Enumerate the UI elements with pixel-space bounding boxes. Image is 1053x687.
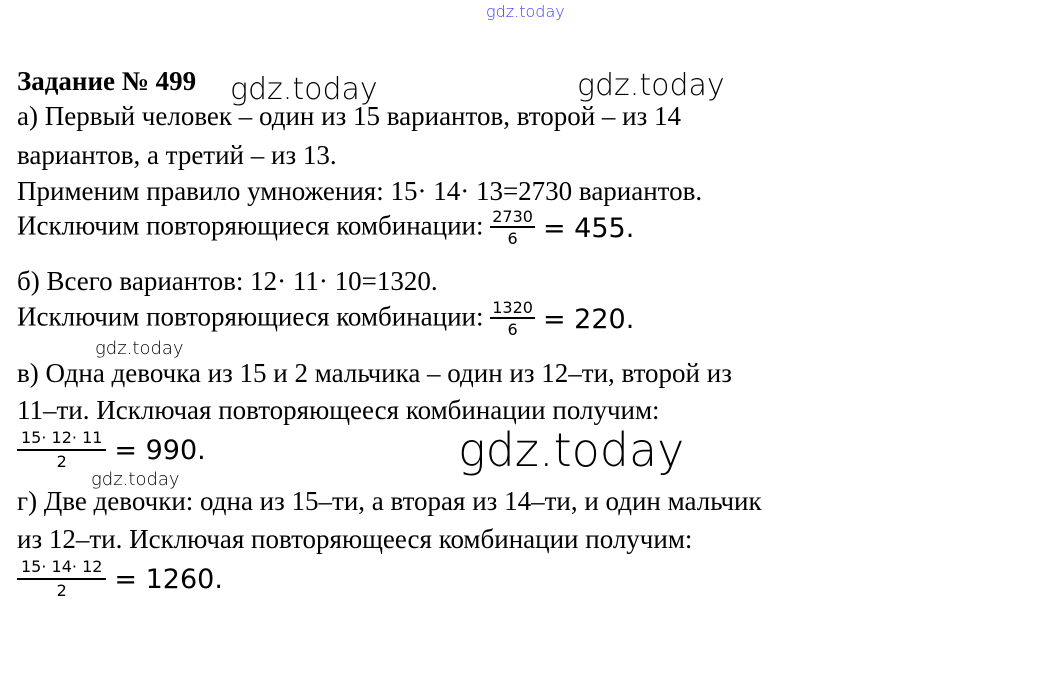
fraction-result: = 1260.: [114, 563, 223, 595]
part-a-line-3: Применим правило умножения: 15· 14· 13=2730 вариантов.: [17, 176, 703, 206]
part-a-line-4: [17, 208, 634, 249]
part-b-line-1: б) Всего вариантов: 12· 11· 10=1320.: [17, 266, 438, 296]
fraction-result: = 455.: [542, 212, 635, 244]
part-b-line-2: [17, 299, 634, 340]
fraction-numerator: 1320: [490, 299, 535, 319]
fraction-numerator: 15· 12· 11: [17, 429, 106, 451]
watermark: gdz.today: [577, 68, 725, 103]
part-a-line-2: вариантов, а третий – из 13.: [17, 140, 337, 170]
fraction-denominator: 2: [56, 452, 67, 472]
watermark: gdz.today: [95, 338, 184, 359]
part-b-line-2-text: Исключим повторяющиеся комбинации:: [17, 301, 484, 332]
fraction-result: = 990.: [114, 434, 206, 466]
fraction: [17, 558, 106, 601]
fraction-denominator: 6: [507, 229, 518, 249]
fraction-formula: [17, 429, 206, 472]
fraction-formula: [490, 299, 634, 340]
fraction-numerator: 2730: [490, 208, 535, 228]
part-a-line-1: а) Первый человек – один из 15 вариантов, второй – из 14: [17, 101, 682, 131]
task-title: Задание № 499: [17, 66, 197, 96]
fraction-denominator: 2: [56, 581, 67, 601]
fraction: [490, 299, 535, 340]
fraction-numerator: 15· 14· 12: [17, 558, 106, 580]
part-g-line-1: г) Две девочки: одна из 15–ти, а вторая из 14–ти, и один мальчик: [17, 486, 762, 516]
part-a-line-4-text: Исключим повторяющиеся комбинации:: [17, 210, 484, 241]
part-v-line-3: [17, 429, 206, 472]
part-v-line-2: 11–ти. Исключая повторяющееся комбинации получим:: [17, 395, 660, 425]
fraction-formula: [490, 208, 634, 249]
watermark: gdz.today: [458, 423, 685, 477]
part-v-line-1: в) Одна девочка из 15 и 2 мальчика – один из 12–ти, второй из: [17, 358, 732, 388]
fraction: [490, 208, 535, 249]
part-g-line-3: [17, 558, 223, 601]
fraction-denominator: 6: [507, 320, 518, 340]
watermark: gdz.today: [91, 469, 180, 490]
fraction-formula: [17, 558, 223, 601]
fraction: [17, 429, 106, 472]
watermark: gdz.today: [230, 72, 378, 107]
watermark-top: gdz.today: [486, 2, 565, 21]
fraction-result: = 220.: [542, 303, 635, 335]
part-g-line-2: из 12–ти. Исключая повторяющееся комбинации получим:: [17, 524, 693, 554]
